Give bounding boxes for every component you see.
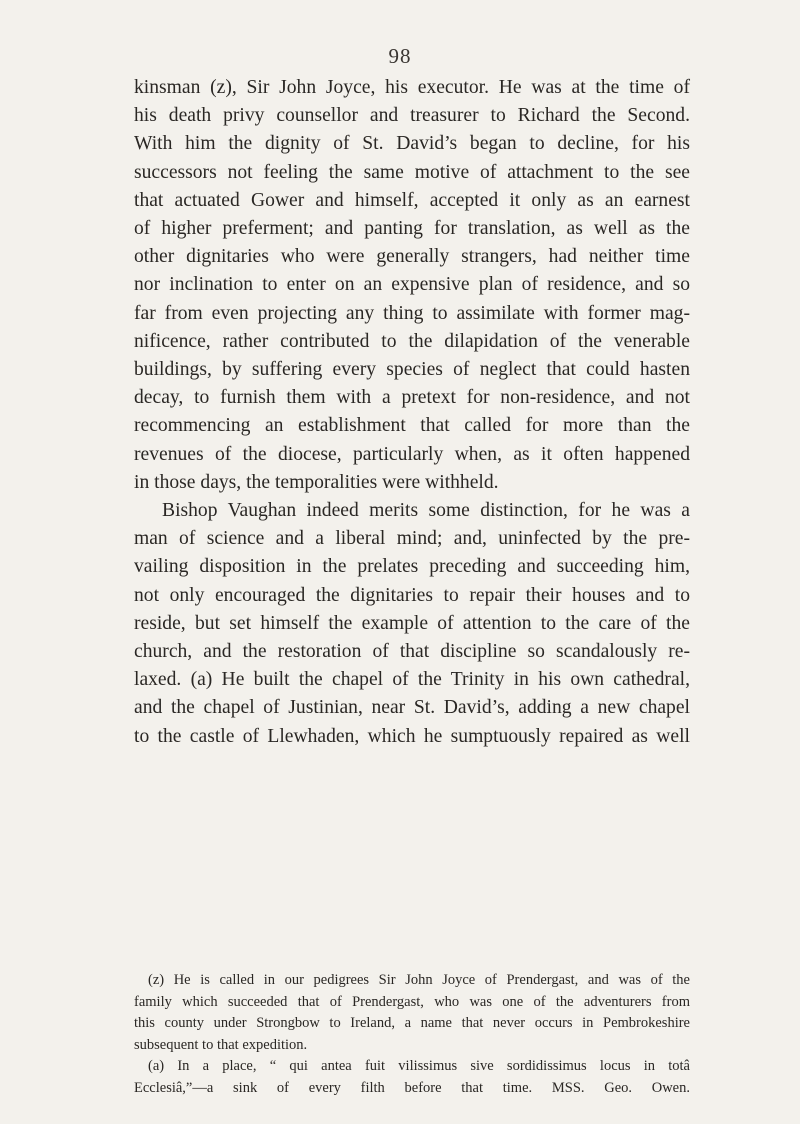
footnote-line: (a) In a place, “ qui antea fuit vilissimus sive sordidissimus locus in totâ [148, 1058, 690, 1074]
footnote-line: family which succeeded that of Prendergast, who was one of the adventurers from [134, 993, 690, 1010]
text-line: recommencing an establishment that called for more than the [134, 415, 690, 437]
text-line: far from even projecting any thing to assimilate with former mag- [134, 302, 690, 324]
text-line: Bishop Vaughan indeed merits some distinction, for he was a [162, 500, 690, 522]
footnote-line: Ecclesiâ,”—a sink of every filth before that time. MSS. Geo. Owen. [134, 1079, 690, 1096]
footnote-line: subsequent to that expedition. [134, 1036, 308, 1053]
footnote-line: this county under Strongbow to Ireland, a name that never occurs in Pembrokeshire [134, 1015, 690, 1031]
text-line: nificence, rather contributed to the dilapidation of the venerable [134, 330, 690, 352]
text-line: of higher preferment; and panting for translation, as well as the [134, 218, 690, 240]
footnote-a [134, 1056, 690, 1099]
text-line: to the castle of Llewhaden, which he sumptuously repaired as well [134, 725, 690, 747]
text-line: man of science and a liberal mind; and, uninfected by the pre- [134, 528, 690, 550]
footnotes [134, 970, 690, 1099]
text-line: laxed. (a) He built the chapel of the Trinity in his own cathedral, [134, 669, 690, 691]
footnote-z [134, 970, 690, 1056]
text-line: that actuated Gower and himself, accepted it only as an earnest [134, 189, 690, 211]
page-number: 98 [388, 44, 412, 68]
paragraph [134, 74, 690, 497]
text-line: buildings, by suffering every species of neglect that could hasten [134, 359, 690, 381]
text-line: church, and the restoration of that discipline so scandalously re- [134, 641, 690, 663]
text-line: revenues of the diocese, particularly when, as it often happened [134, 443, 690, 465]
paragraph [134, 497, 690, 751]
text-line: and the chapel of Justinian, near St. David’s, adding a new chapel [134, 697, 690, 719]
text-line: vailing disposition in the prelates preceding and succeeding him, [134, 556, 690, 578]
text-line: successors not feeling the same motive of attachment to the see [134, 161, 690, 183]
body-text [134, 74, 690, 751]
footnote-line: (z) He is called in our pedigrees Sir John Joyce of Prendergast, and was of the [148, 972, 690, 988]
text-line: nor inclination to enter on an expensive plan of residence, and so [134, 274, 690, 296]
text-line: decay, to furnish them with a pretext for non-residence, and not [134, 387, 690, 409]
text-line: reside, but set himself the example of attention to the care of the [134, 612, 690, 634]
text-line: kinsman (z), Sir John Joyce, his executor. He was at the time of [134, 77, 690, 98]
text-line: in those days, the temporalities were withheld. [134, 471, 499, 493]
text-line: not only encouraged the dignitaries to repair their houses and to [134, 584, 690, 606]
text-line: other dignitaries who were generally strangers, had neither time [134, 246, 690, 268]
text-line: With him the dignity of St. David’s began to decline, for his [134, 133, 690, 155]
text-line: his death privy counsellor and treasurer to Richard the Second. [134, 105, 690, 127]
